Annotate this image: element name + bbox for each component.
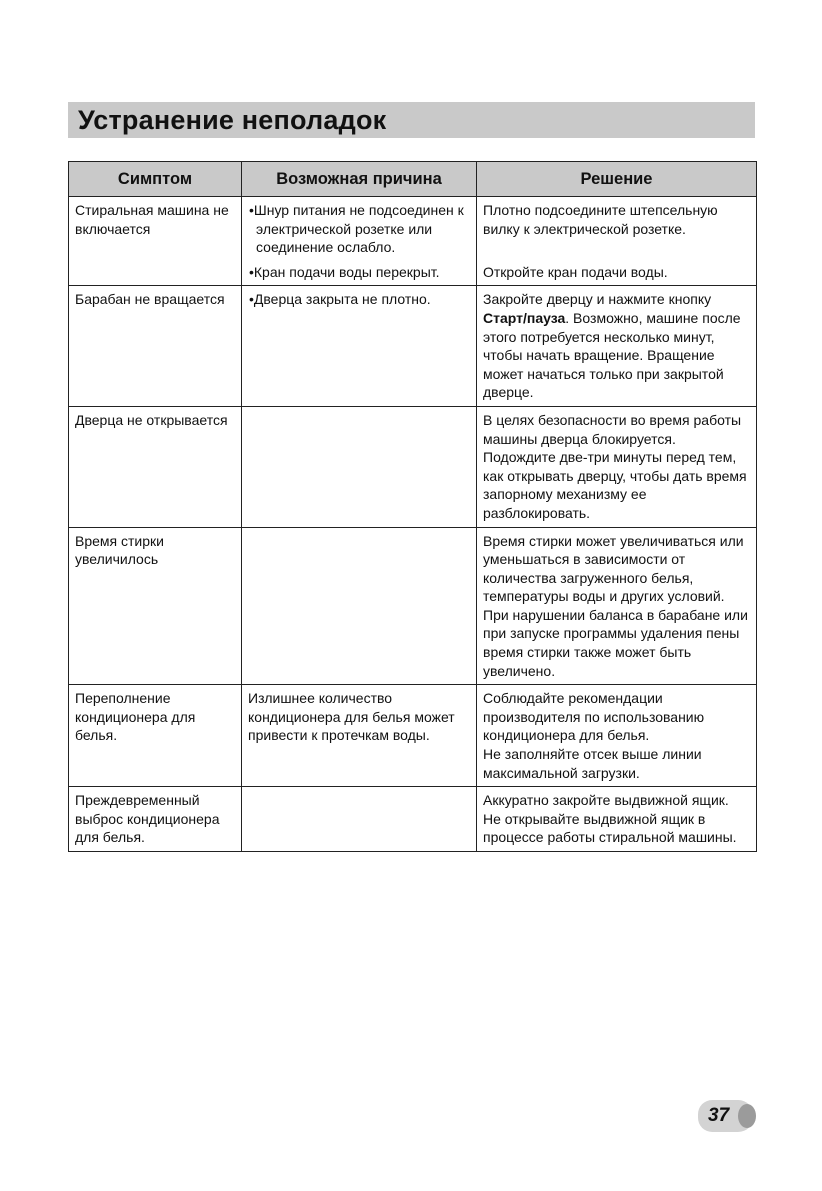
cause-bullet: •Дверца закрыта не плотно. <box>249 291 431 308</box>
solution-cell: Время стирки может увеличиваться или уменьшаться в зависимости от количества загруженного белья, температуры воды и других условий. При нарушении баланса в барабане или при запуске программы удаления пены время стирки также может быть увеличено. <box>477 527 757 685</box>
table-row <box>69 685 757 787</box>
table-row <box>69 197 757 261</box>
table-row <box>69 406 757 527</box>
cause-cell: Излишнее количество кондиционера для белья может привести к протечкам воды. <box>242 685 477 787</box>
symptom-cell: Переполнение кондиционера для белья. <box>69 685 242 787</box>
cause-cell <box>242 286 477 407</box>
table-header-row <box>69 162 757 197</box>
cause-cell <box>242 406 477 527</box>
header-solution: Решение <box>477 162 757 197</box>
solution-cell: В целях безопасности во время работы машины дверца блокируется. Подождите две-три минуты перед тем, как открывать дверцу, чтобы дать время запорному механизму ее разблокировать. <box>477 406 757 527</box>
solution-cell: Плотно подсоедините штепсельную вилку к электрической розетке. <box>477 197 757 261</box>
solution-cell: Закройте дверцу и нажмите кнопку Старт/пауза. Возможно, машине после этого потребуется несколько минут, чтобы начать вращение. Вращение может начаться только при закрытой дверце. <box>477 286 757 407</box>
header-cause: Возможная причина <box>242 162 477 197</box>
symptom-cell: Дверца не открывается <box>69 406 242 527</box>
symptom-cell: Барабан не вращается <box>69 286 242 407</box>
solution-cell: Откройте кран подачи воды. <box>477 261 757 286</box>
cause-bullet: •Шнур питания не подсоединен к электрической розетке или соединение ослабло. <box>249 202 464 256</box>
table-row <box>69 286 757 407</box>
cause-cell <box>242 197 477 261</box>
solution-cell: Аккуратно закройте выдвижной ящик. Не открывайте выдвижной ящик в процессе работы стиральной машины. <box>477 787 757 852</box>
page-title-bar <box>68 102 755 138</box>
page-title: Устранение неполадок <box>78 105 387 135</box>
solution-cell: Соблюдайте рекомендации производителя по использованию кондиционера для белья. Не заполняйте отсек выше линии максимальной загрузки. <box>477 685 757 787</box>
header-symptom: Симптом <box>69 162 242 197</box>
cause-cell <box>242 261 477 286</box>
start-pause-button-label: Старт/пауза <box>483 309 566 326</box>
table-row <box>69 787 757 852</box>
page-tab-tip <box>738 1104 756 1128</box>
page-number: 37 <box>708 1105 730 1126</box>
table-row <box>69 527 757 685</box>
symptom-cell: Стиральная машина не включается <box>69 197 242 286</box>
cause-cell <box>242 787 477 852</box>
troubleshooting-table <box>68 161 757 852</box>
cause-cell <box>242 527 477 685</box>
page-number-tab <box>698 1100 758 1132</box>
symptom-cell: Время стирки увеличилось <box>69 527 242 685</box>
symptom-cell: Преждевременный выброс кондиционера для белья. <box>69 787 242 852</box>
cause-bullet: •Кран подачи воды перекрыт. <box>249 263 440 280</box>
